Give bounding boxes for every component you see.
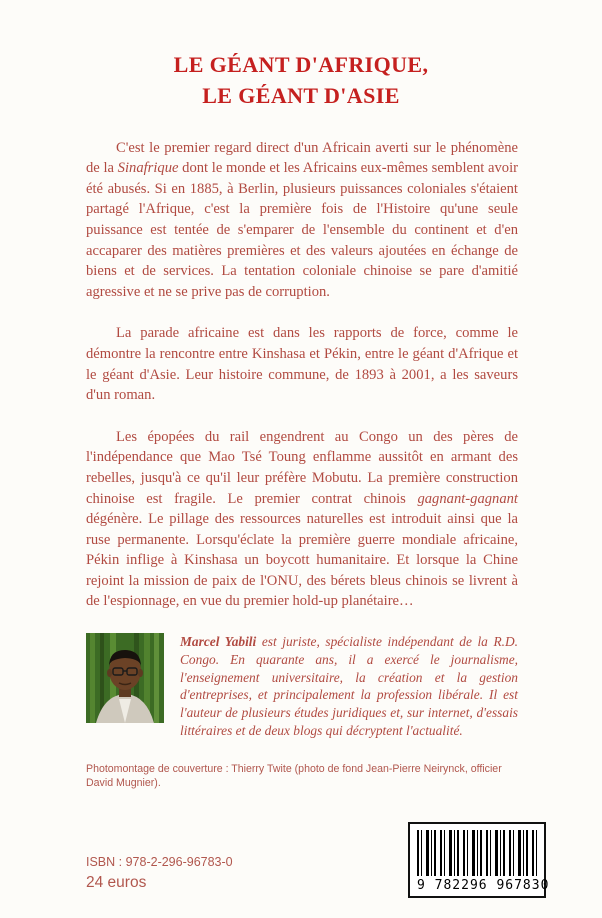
author-bio-section (86, 633, 518, 740)
book-title-line-2: LE GÉANT D'ASIE (202, 82, 400, 108)
book-title-line-1: LE GÉANT D'AFRIQUE, (173, 52, 429, 77)
author-photo (86, 633, 164, 723)
book-title (0, 0, 602, 112)
synopsis (86, 138, 518, 612)
synopsis-paragraph-1: C'est le premier regard direct d'un Africain averti sur le phénomène de la Sinafrique dont le monde et les Africains eux-mêmes semblent avoir été abusés. Si en 1885, à Berlin, plusieurs puissances coloniales s'étaient partagé l'Afrique, c'est la première fois de l'Histoire qu'une seule puissance est tentée de s'emparer de l'ensemble du continent et d'en accaparer des matières premières et des valeurs ajoutées en échange de biens et de services. La tentation coloniale chinoise se pare d'amitié agressive et ne se prive pas de corruption. (86, 139, 518, 300)
author-bio-text: Marcel Yabili est juriste, spécialiste indépendant de la R.D. Congo. En quarante ans, il a exercé le journalisme, l'enseignement universitaire, la création et la gestion d'entreprises, et principalement la profession libérale. Il est l'auteur de plusieurs études juridiques et, sur internet, d'essais littéraires et de deux blogs qui décryptent l'actualité. (180, 634, 518, 739)
barcode-number: 9 782296 967830 (417, 878, 550, 893)
barcode (408, 822, 550, 898)
synopsis-paragraph-3: Les épopées du rail engendrent au Congo un des pères de l'indépendance que Mao Tsé Toung enflamme aussitôt en armant des rebelles, jusqu'à ce qu'il leur préfère Mobutu. La première construction chinoise est fragile. Le premier contrat chinois gagnant-gagnant dégénère. Le pillage des ressources naturelles est introduit ainsi que la ruse permanente. Lorsqu'éclate la première guerre mondiale africaine, Pékin inflige à Kinshasa un boycott humanitaire. Et lorsque la Chine rejoint la mission de paix de l'ONU, des bérets bleus chinois se livrent à de l'espionnage, en vue du premier hold-up planétaire… (86, 428, 518, 610)
author-portrait-graphic (86, 633, 164, 723)
price-text: 24 euros (86, 874, 147, 891)
cover-photo-credit: Photomontage de couverture : Thierry Twite (photo de fond Jean-Pierre Neirynck, officier David Mugnier). (86, 762, 502, 789)
isbn-text: ISBN : 978-2-296-96783-0 (86, 855, 233, 869)
synopsis-paragraph-2: La parade africaine est dans les rapports de force, comme le démontre la rencontre entre Kinshasa et Pékin, entre le géant d'Afrique et le géant d'Asie. Leur histoire commune, de 1893 à 2001, a les saveurs d'un roman. (86, 325, 518, 404)
barcode-bars (417, 830, 537, 876)
isbn-price-block (86, 855, 233, 892)
